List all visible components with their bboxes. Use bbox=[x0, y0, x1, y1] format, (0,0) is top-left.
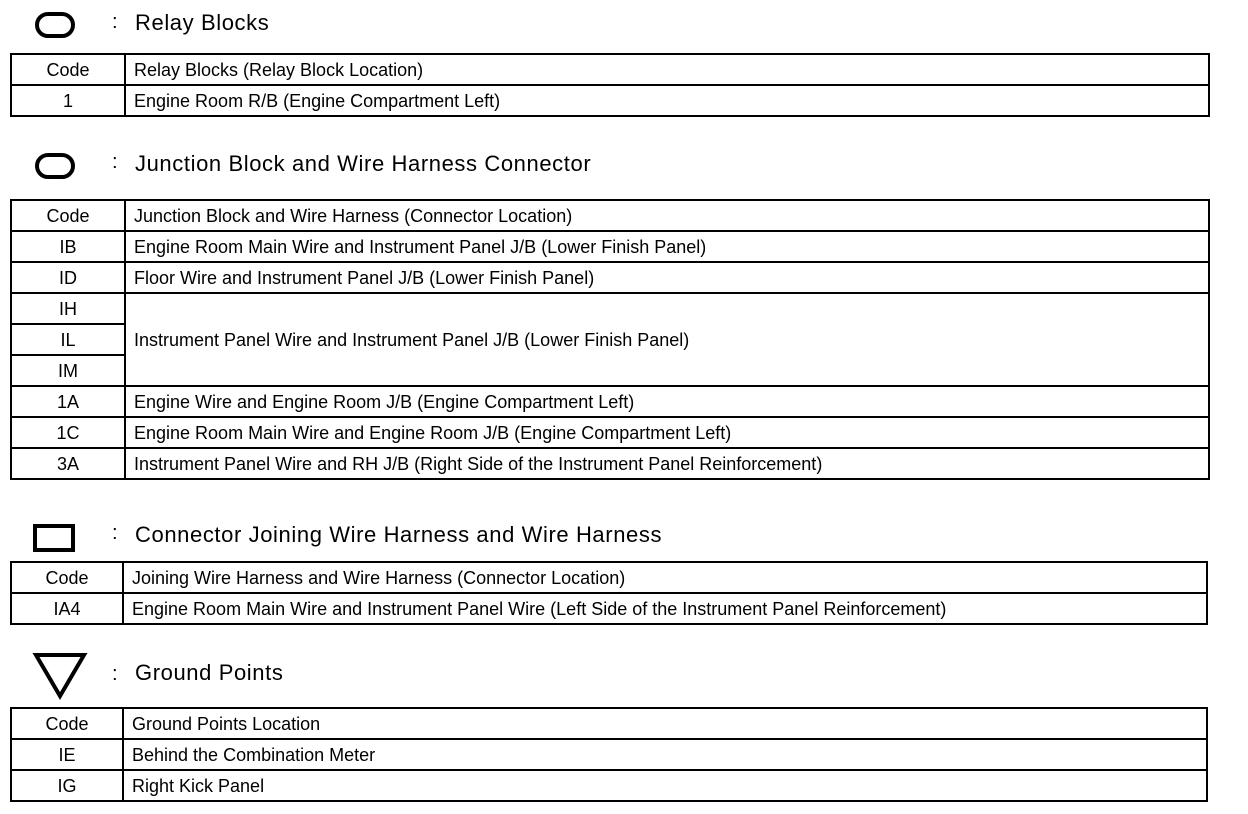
header-location: Relay Blocks (Relay Block Location) bbox=[125, 54, 1209, 85]
row-code: IL bbox=[11, 324, 125, 355]
rounded-rectangle-icon bbox=[35, 153, 75, 179]
table-row bbox=[11, 293, 1209, 324]
row-location: Engine Room Main Wire and Instrument Panel J/B (Lower Finish Panel) bbox=[125, 231, 1209, 262]
row-code: ID bbox=[11, 262, 125, 293]
table-row bbox=[11, 739, 1207, 770]
header-code: Code bbox=[11, 200, 125, 231]
table-header-row bbox=[11, 54, 1209, 85]
relay-blocks-section-header bbox=[0, 4, 1248, 44]
header-location: Junction Block and Wire Harness (Connector Location) bbox=[125, 200, 1209, 231]
table-row bbox=[11, 386, 1209, 417]
row-location: Engine Room Main Wire and Engine Room J/B (Engine Compartment Left) bbox=[125, 417, 1209, 448]
colon: : bbox=[112, 11, 118, 33]
colon: : bbox=[112, 522, 118, 544]
rounded-rectangle-icon bbox=[35, 12, 75, 38]
header-code: Code bbox=[11, 54, 125, 85]
row-code: IH bbox=[11, 293, 125, 324]
ground-points-section-header bbox=[0, 652, 1248, 692]
header-location: Ground Points Location bbox=[123, 708, 1207, 739]
colon: : bbox=[112, 663, 118, 685]
connector-section-header bbox=[0, 516, 1248, 556]
header-code: Code bbox=[11, 562, 123, 593]
row-code: IM bbox=[11, 355, 125, 386]
junction-block-table bbox=[10, 199, 1210, 480]
table-row bbox=[11, 231, 1209, 262]
row-location: Engine Wire and Engine Room J/B (Engine Compartment Left) bbox=[125, 386, 1209, 417]
rectangle-icon bbox=[33, 524, 75, 552]
table-row bbox=[11, 593, 1207, 624]
table-row bbox=[11, 85, 1209, 116]
row-code: IA4 bbox=[11, 593, 123, 624]
row-location: Instrument Panel Wire and RH J/B (Right Side of the Instrument Panel Reinforcement) bbox=[125, 448, 1209, 479]
row-code: 1 bbox=[11, 85, 125, 116]
row-location: Engine Room R/B (Engine Compartment Left) bbox=[125, 85, 1209, 116]
table-row bbox=[11, 262, 1209, 293]
ground-points-table bbox=[10, 707, 1208, 802]
row-location: Behind the Combination Meter bbox=[123, 739, 1207, 770]
table-row bbox=[11, 417, 1209, 448]
row-code: 3A bbox=[11, 448, 125, 479]
row-code: IG bbox=[11, 770, 123, 801]
table-row bbox=[11, 770, 1207, 801]
header-location: Joining Wire Harness and Wire Harness (Connector Location) bbox=[123, 562, 1207, 593]
header-code: Code bbox=[11, 708, 123, 739]
table-header-row bbox=[11, 562, 1207, 593]
row-location: Right Kick Panel bbox=[123, 770, 1207, 801]
row-code: 1A bbox=[11, 386, 125, 417]
row-location-merged: Instrument Panel Wire and Instrument Panel J/B (Lower Finish Panel) bbox=[125, 293, 1209, 386]
connector-table bbox=[10, 561, 1208, 625]
table-header-row bbox=[11, 708, 1207, 739]
row-code: IB bbox=[11, 231, 125, 262]
relay-blocks-table bbox=[10, 53, 1210, 117]
junction-block-section-header bbox=[0, 145, 1248, 185]
row-code: IE bbox=[11, 739, 123, 770]
row-location: Engine Room Main Wire and Instrument Panel Wire (Left Side of the Instrument Panel Reinforcement) bbox=[123, 593, 1207, 624]
down-triangle-icon bbox=[32, 652, 88, 700]
table-row bbox=[11, 448, 1209, 479]
row-location: Floor Wire and Instrument Panel J/B (Lower Finish Panel) bbox=[125, 262, 1209, 293]
colon: : bbox=[112, 151, 118, 173]
section-title-connector: Connector Joining Wire Harness and Wire Harness bbox=[135, 522, 663, 547]
section-title-junction-block: Junction Block and Wire Harness Connector bbox=[135, 151, 592, 176]
row-code: 1C bbox=[11, 417, 125, 448]
section-title-ground-points: Ground Points bbox=[135, 660, 284, 685]
table-header-row bbox=[11, 200, 1209, 231]
section-title-relay-blocks: Relay Blocks bbox=[135, 10, 270, 35]
